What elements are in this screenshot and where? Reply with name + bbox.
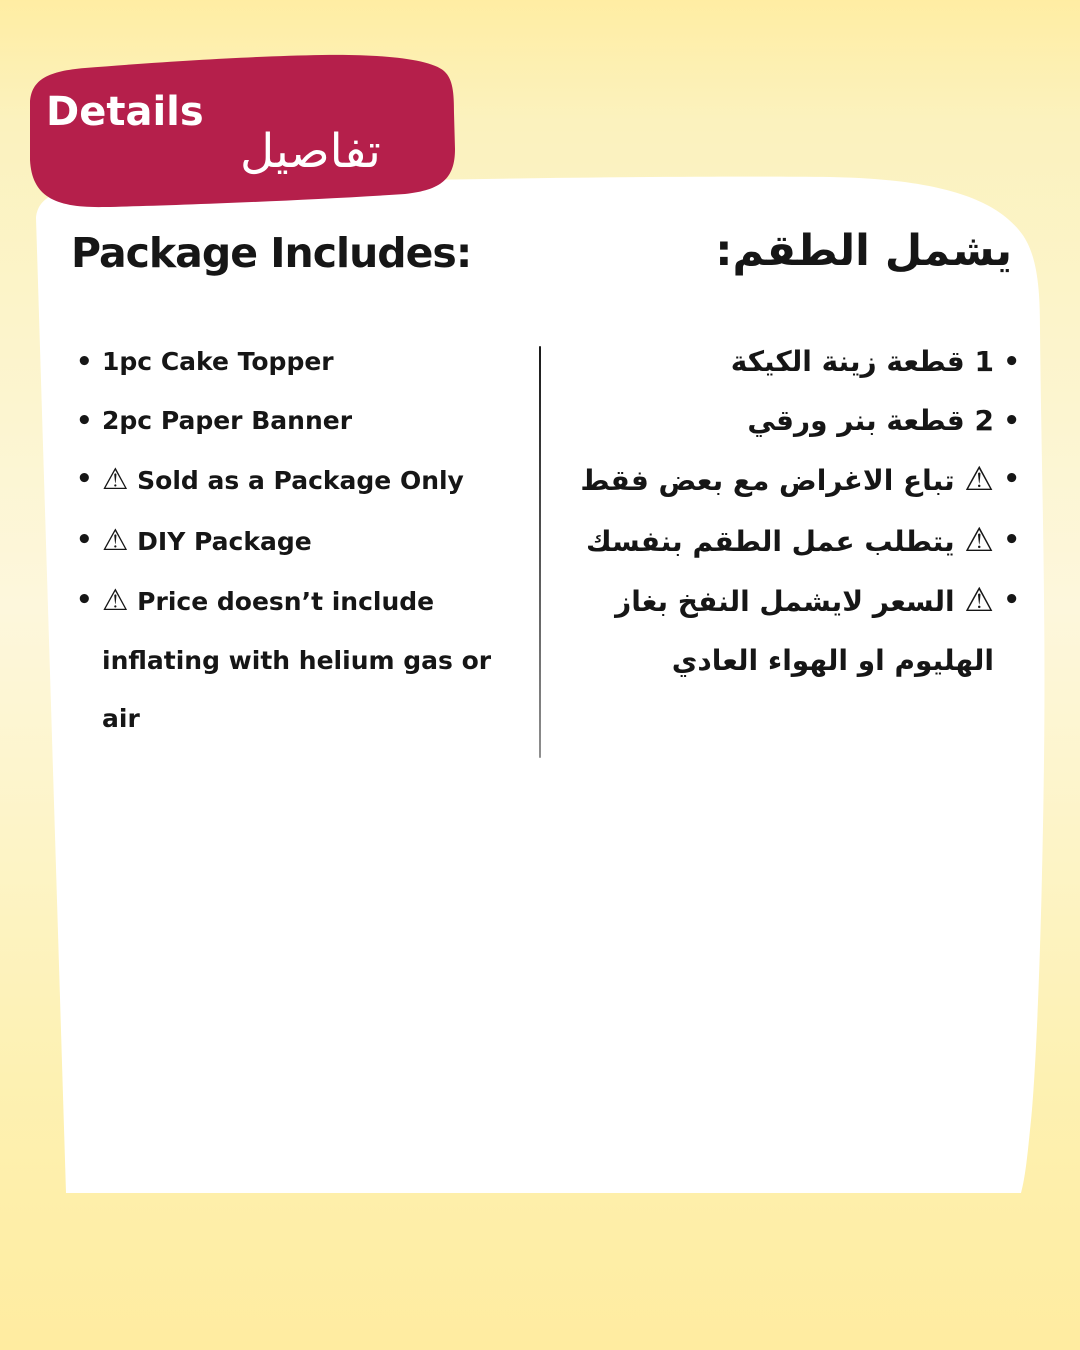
bullet-icon: • (1003, 405, 1020, 436)
list-item (76, 392, 532, 451)
list-item-text: 2pc Paper Banner (102, 405, 353, 435)
bullet-icon: • (76, 524, 93, 555)
list-item (76, 571, 532, 749)
list-item-text: 2 قطعة بنر ورقي (747, 403, 994, 437)
warning-icon: ⚠ (964, 519, 994, 559)
list-item-text: 1 قطعة زينة الكيكة (730, 345, 994, 378)
heading-package-includes-en: Package Includes: (71, 229, 472, 277)
bullet-icon: • (1003, 347, 1020, 377)
bullet-icon: • (76, 585, 93, 615)
list-item (76, 511, 532, 572)
list-item-text: ⚠ Price doesn’t include inflating with helium gas or air (102, 583, 492, 733)
warning-icon: ⚠ (102, 462, 129, 496)
list-item-text: ⚠ يتطلب عمل الطقم بنفسك (586, 519, 994, 559)
list-item (562, 511, 1020, 572)
list-item-text: 1pc Cake Topper (102, 347, 334, 376)
heading-package-includes-ar: يشمل الطقم: (715, 226, 1012, 276)
badge-title-ar: تفاصيل (240, 124, 381, 179)
bullet-icon: • (1003, 524, 1020, 555)
list-item (562, 333, 1020, 392)
package-list-en (76, 333, 532, 749)
warning-icon: ⚠ (964, 580, 994, 619)
list-item (76, 450, 532, 511)
list-item-text: ⚠ تباع الاغراض مع بعض فقط (580, 459, 994, 498)
list-item (562, 392, 1020, 451)
bullet-icon: • (76, 347, 93, 377)
list-item-text: ⚠ السعر لايشمل النفخ بغاز الهليوم او الهواء العادي (615, 580, 994, 677)
list-item-text: ⚠ Sold as a Package Only (102, 462, 464, 496)
warning-icon: ⚠ (102, 583, 129, 617)
package-list-ar (562, 333, 1020, 690)
warning-icon: ⚠ (102, 522, 129, 557)
bullet-icon: • (1003, 464, 1020, 494)
badge-title-en: Details (46, 89, 204, 135)
list-item (76, 333, 532, 392)
bullet-icon: • (76, 464, 93, 494)
column-divider-line (539, 346, 541, 758)
bullet-icon: • (1003, 585, 1020, 615)
list-item (562, 450, 1020, 511)
list-item (562, 571, 1020, 690)
warning-icon: ⚠ (964, 459, 994, 498)
bullet-icon: • (76, 405, 93, 436)
list-item-text: ⚠ DIY Package (102, 522, 312, 557)
